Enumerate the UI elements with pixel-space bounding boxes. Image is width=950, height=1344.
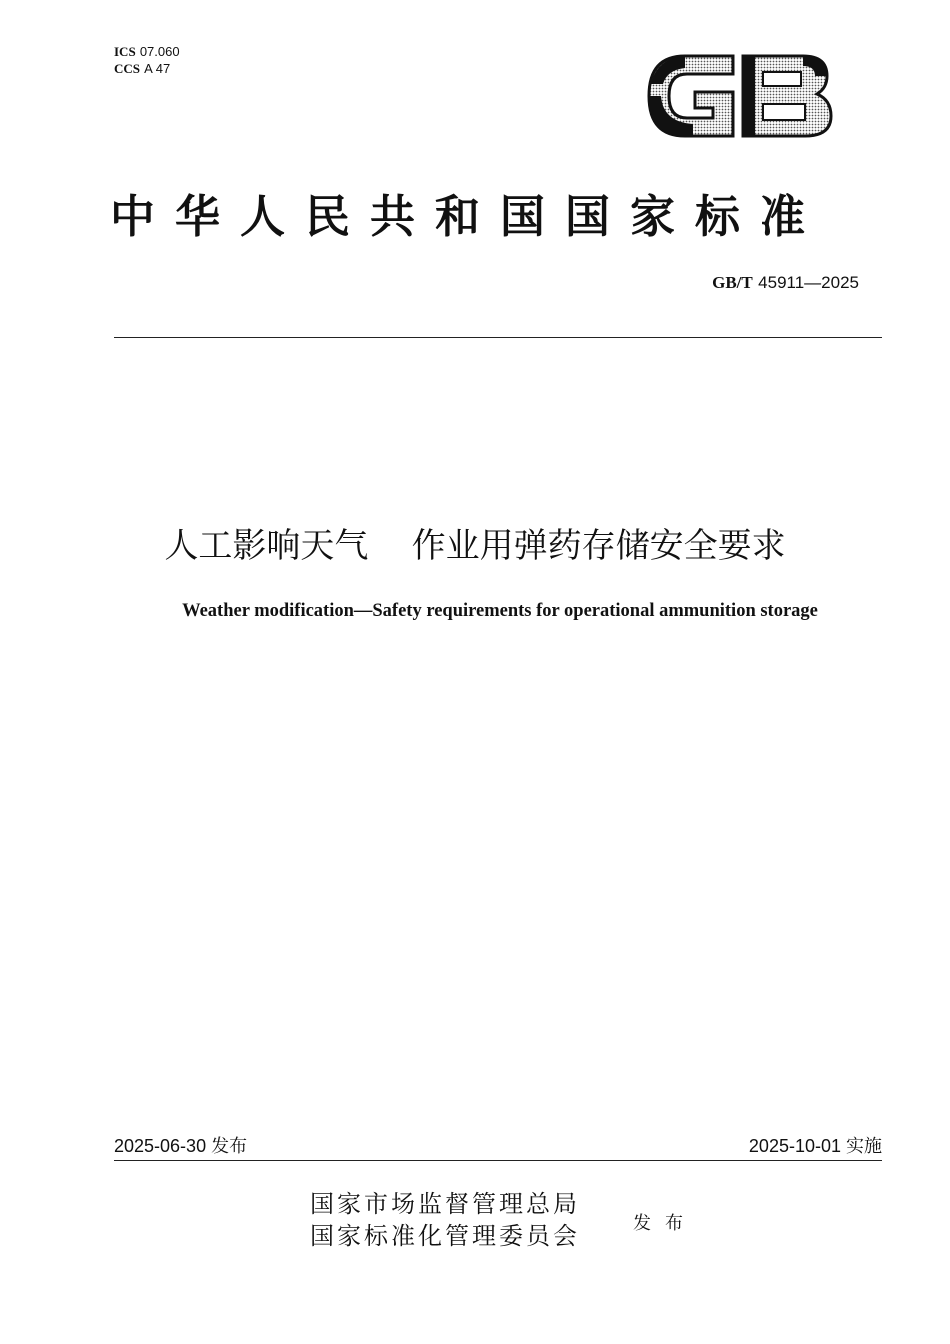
- ics-code: 07.060: [139, 44, 180, 59]
- standard-prefix: GB/T: [712, 273, 753, 292]
- issue-label: 发布: [633, 1213, 697, 1234]
- issuing-authorities: [310, 1188, 580, 1252]
- gb-logo: [643, 48, 833, 144]
- ccs-label: CCS: [114, 61, 141, 76]
- bottom-divider: [114, 1160, 882, 1161]
- standard-code: 45911—2025: [758, 273, 859, 292]
- issuer-sac: 国家标准化管理委员会: [310, 1222, 580, 1250]
- ics-label: ICS: [114, 44, 136, 59]
- top-divider: [114, 337, 882, 338]
- issuer-samr: 国家市场监督管理总局: [310, 1190, 580, 1218]
- english-title: Weather modification—Safety requirements for operational ammunition storage: [182, 601, 818, 621]
- implementation-date: 2025-10-01 实施: [748, 1136, 882, 1156]
- classification-codes: [114, 44, 180, 78]
- issue-date: 2025-06-30 发布: [114, 1136, 248, 1156]
- standard-number: [712, 273, 859, 293]
- ccs-code: A 47: [144, 61, 171, 76]
- chinese-title: 人工影响天气 作业用弹药存储安全要求: [164, 526, 786, 566]
- national-standard-title: 中华人民共和国国家标准: [110, 190, 826, 243]
